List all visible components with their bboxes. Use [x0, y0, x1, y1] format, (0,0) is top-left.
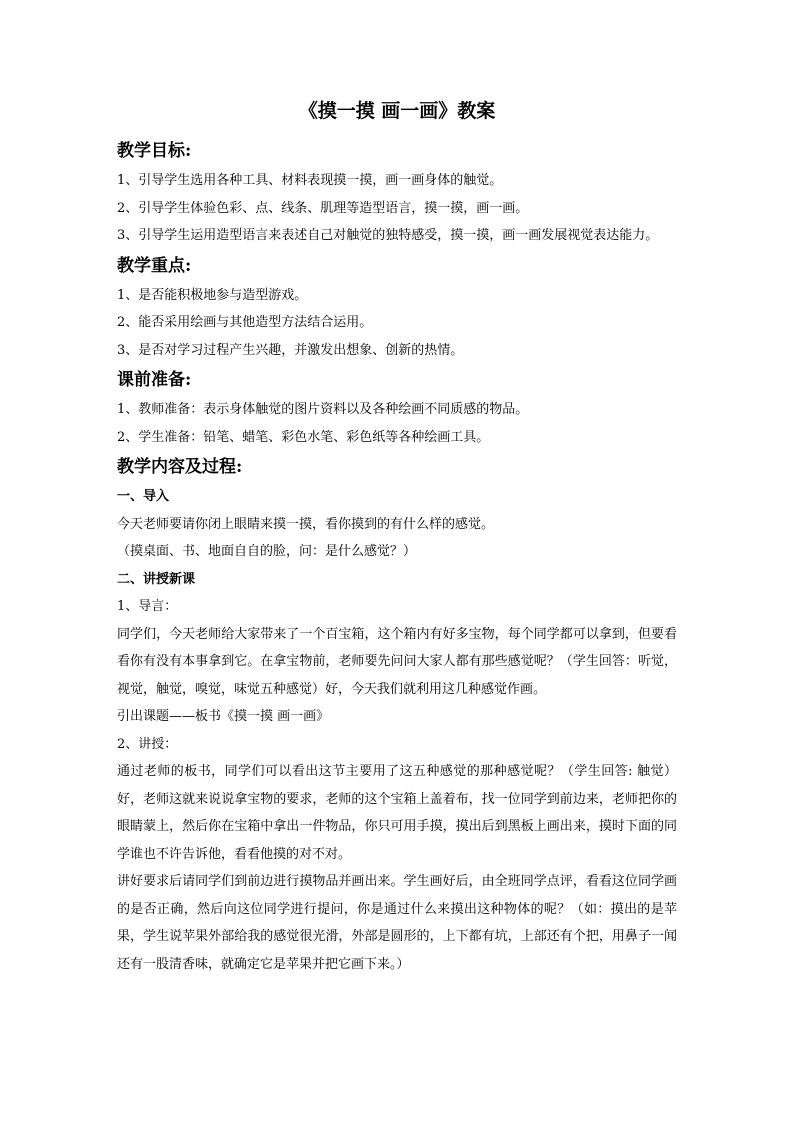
key-points-heading: 教学重点:	[117, 255, 192, 276]
document-body	[117, 135, 677, 978]
preparation-item: 1、教师准备：表示身体触觉的图片资料以及各种绘画不同质感的物品。	[117, 402, 529, 417]
step-paragraph: 通过老师的板书，同学们可以看出这节主要用了这五种感觉的那种感觉呢？（学生回答: 触觉）好，老师这就来说说拿宝物的要求，老师的这个宝箱上盖着布，找一位同学到前边来，老师把你的眼睛蒙上，然后你在宝箱中拿出一件物品，你只可用手摸，摸出后到黑板上画出来，摸时下面的同学谁也不许告诉他，看看他摸的对不对。	[117, 764, 677, 862]
process-heading: 教学内容及过程:	[117, 457, 243, 477]
step-paragraph: 同学们，今天老师给大家带来了一个百宝箱，这个箱内有好多宝物，每个同学都可以拿到，但要看看你有没有本事拿到它。在拿宝物前，老师要先问问大家人都有那些感觉呢？（学生回答：听觉，视觉，触觉，嗅觉，味觉五种感觉）好，今天我们就利用这几种感觉作画。	[117, 626, 677, 697]
key-point-item: 2、能否采用绘画与其他造型方法结合运用。	[117, 315, 373, 330]
step-label: 2、讲授：	[117, 736, 178, 752]
intro-heading: 一、导入	[117, 489, 170, 504]
objective-item: 3、引导学生运用造型语言来表述自己对触觉的独特感受，摸一摸，画一画发展视觉表达能力。	[117, 228, 659, 243]
objective-item: 1、引导学生选用各种工具、材料表现摸一摸，画一画身体的触觉。	[117, 173, 503, 188]
intro-paragraph: （摸桌面、书、地面自自的脸，问：是什么感觉？）	[117, 544, 417, 559]
step-label: 1、导言：	[117, 599, 178, 614]
step-paragraph: 讲好要求后请同学们到前边进行摸物品并画出来。学生画好后，由全班同学点评，看看这位同学画的是否正确，然后向这位同学进行提问，你是通过什么来摸出这种物体的呢？（如：摸出的是苹果，学生说苹果外部给我的感觉很光滑，外部是圆形的，上下都有坑，上部还有个把，用鼻子一闻还有一股清香味，就确定它是苹果并把它画下来。）	[117, 874, 677, 972]
key-point-item: 1、是否能积极地参与造型游戏。	[117, 287, 308, 303]
preparation-heading: 课前准备:	[117, 370, 192, 390]
intro-paragraph: 今天老师要请你闭上眼睛来摸一摸，看你摸到的有什么样的感觉。	[117, 516, 495, 532]
objectives-heading: 教学目标:	[117, 141, 192, 161]
key-point-item: 3、是否对学习过程产生兴趣，并激发出想象、创新的热情。	[117, 342, 464, 358]
objective-item: 2、引导学生体验色彩、点、线条、肌理等造型语言，摸一摸，画一画。	[117, 200, 529, 216]
document-title: 《摸一摸 画一画》教案	[298, 100, 496, 122]
objectives-section	[117, 135, 677, 250]
key-points-section	[117, 250, 677, 365]
preparation-section	[117, 364, 677, 451]
preparation-item: 2、学生准备：铅笔、蜡笔、彩色水笔、彩色纸等各种绘画工具。	[117, 429, 490, 445]
process-section	[117, 451, 677, 978]
new-lesson-heading: 二、讲授新课	[117, 571, 196, 587]
step-paragraph: 引出课题——板书《摸一摸 画一画》	[117, 709, 330, 724]
